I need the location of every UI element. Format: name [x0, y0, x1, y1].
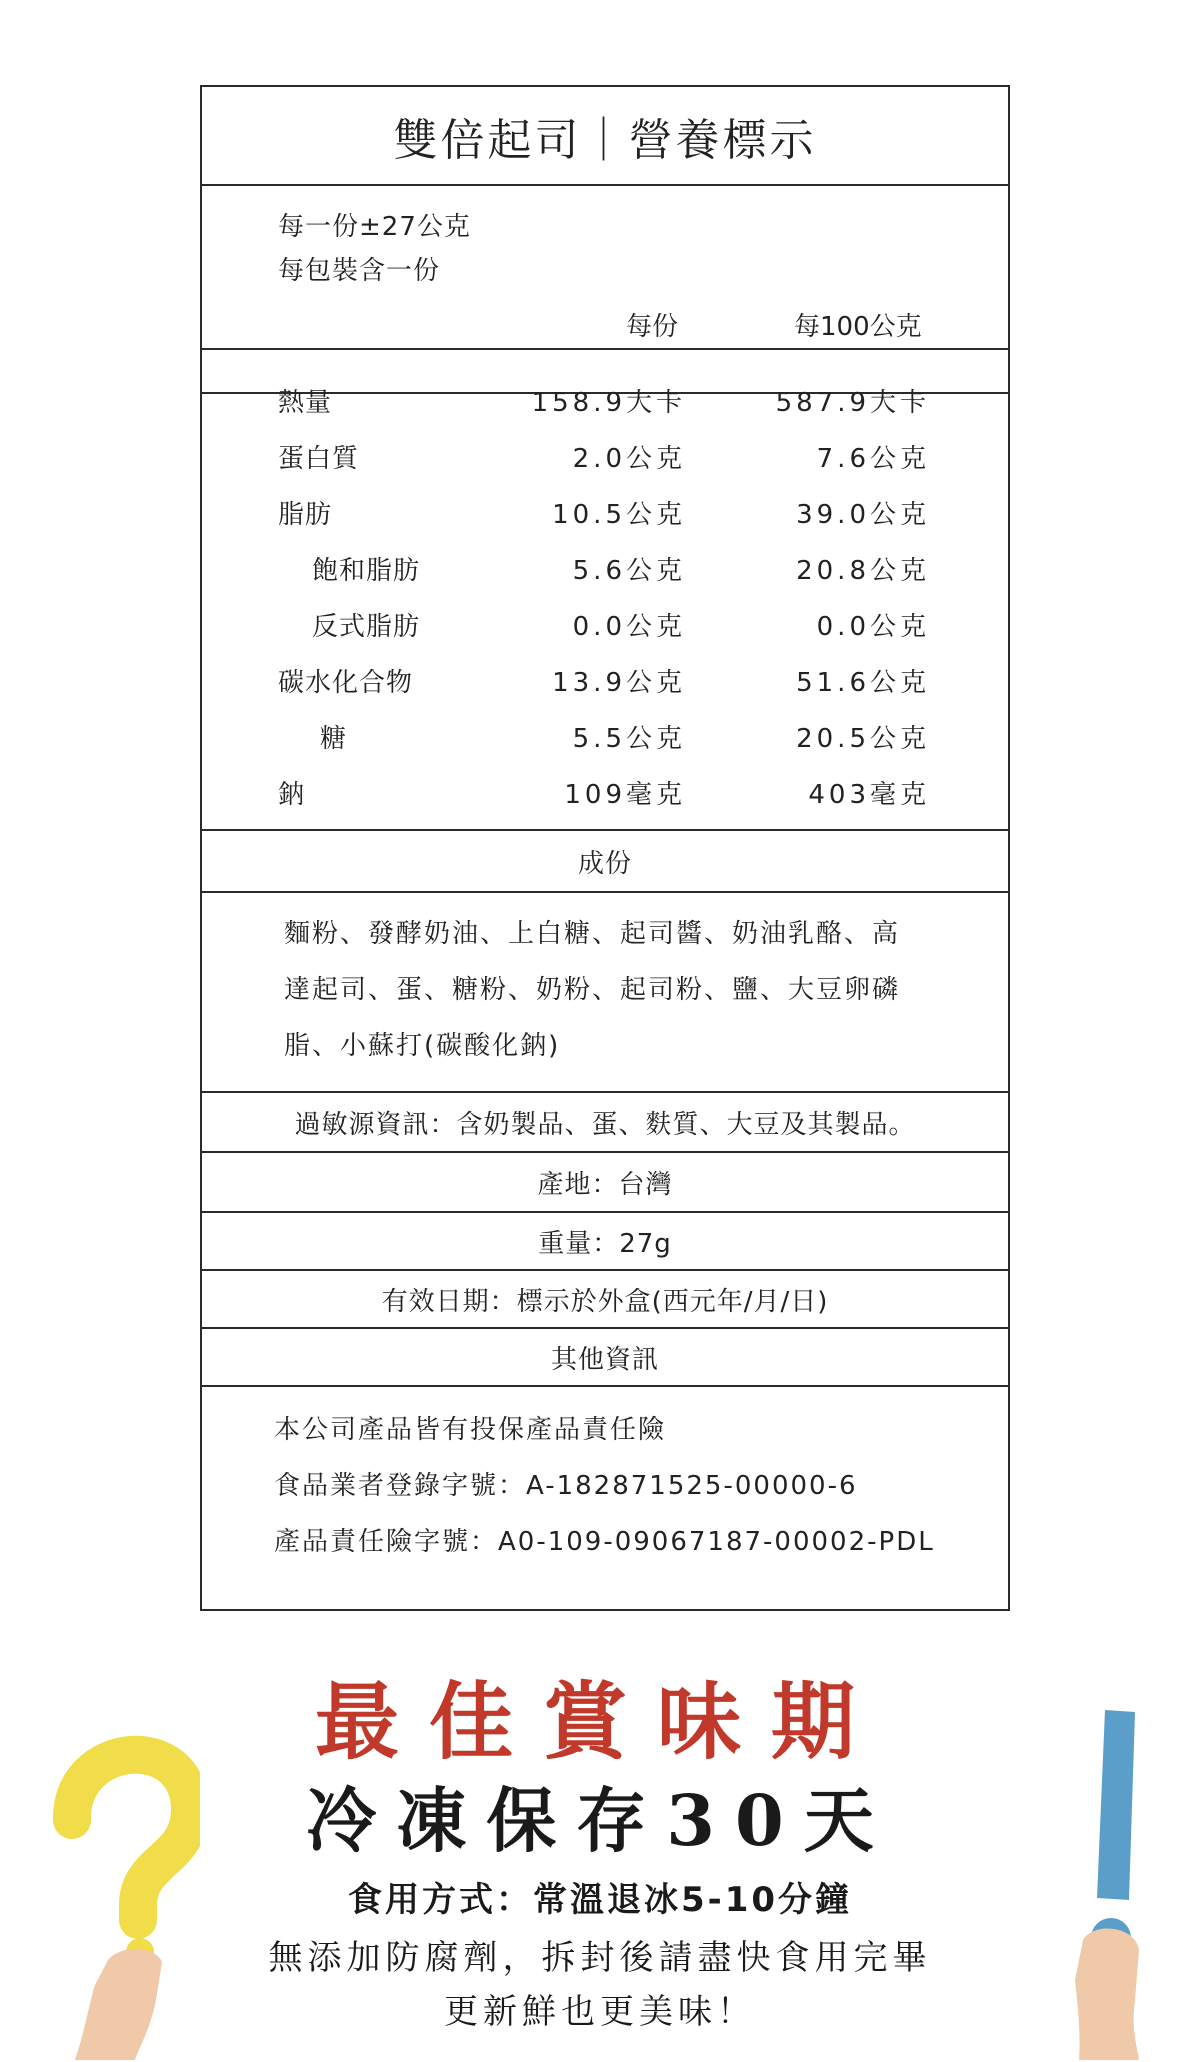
ingredients-line: 達起司、蛋、糖粉、奶粉、起司粉、鹽、大豆卵磷	[284, 975, 901, 1005]
nutrient-name: 鈉	[278, 780, 306, 810]
nutrient-per-100g: 20.5公克	[796, 724, 930, 754]
nutrient-row-saturated-fat	[202, 540, 1008, 596]
col-per-100g: 每100公克	[794, 312, 922, 342]
nutrient-per-100g: 39.0公克	[796, 500, 930, 530]
other-info	[202, 1387, 1008, 1611]
nutrient-row-sugar	[202, 708, 1008, 764]
nutrient-name: 脂肪	[278, 500, 333, 530]
nutrient-table	[202, 348, 1008, 831]
nutrient-per-serving: 10.5公克	[552, 500, 686, 530]
nutrient-name: 糖	[320, 724, 348, 754]
nutrient-name: 蛋白質	[278, 444, 360, 474]
ingredients-line: 脂、小蘇打(碳酸化鈉)	[284, 1031, 561, 1061]
other-info-heading: 其他資訊	[202, 1329, 1008, 1387]
nutrient-per-serving: 109毫克	[564, 780, 686, 810]
nutrient-row-protein	[202, 428, 1008, 484]
other-info-line: 產品責任險字號：A0-109-09067187-00002-PDL	[274, 1527, 935, 1557]
nutrient-per-serving: 2.0公克	[572, 444, 686, 474]
nutrient-name: 飽和脂肪	[312, 556, 421, 586]
other-info-line: 本公司產品皆有投保產品責任險	[274, 1415, 667, 1445]
nutrient-row-trans-fat	[202, 596, 1008, 652]
expiry-info: 有效日期：標示於外盒(西元年/月/日)	[202, 1271, 1008, 1329]
nutrient-row-carbohydrate	[202, 652, 1008, 708]
no-additives-note: 無添加防腐劑，拆封後請盡快食用完畢	[268, 1938, 932, 1978]
nutrient-per-100g: 7.6公克	[816, 444, 930, 474]
allergen-info: 過敏源資訊：含奶製品、蛋、麩質、大豆及其製品。	[202, 1093, 1008, 1153]
column-header	[202, 294, 1008, 350]
ingredients-list	[202, 893, 1008, 1093]
nutrient-per-100g: 0.0公克	[816, 612, 930, 642]
serving-size: 每一份±27公克	[278, 212, 471, 242]
nutrient-name: 碳水化合物	[278, 668, 414, 698]
nutrient-per-serving: 0.0公克	[572, 612, 686, 642]
nutrient-per-serving: 158.9大卡	[531, 388, 686, 418]
nutrient-per-100g: 403毫克	[808, 780, 930, 810]
nutrient-row-sodium	[202, 764, 1008, 820]
nutrient-per-100g: 587.9大卡	[775, 388, 930, 418]
frozen-storage: 冷凍保存30天	[306, 1779, 894, 1862]
usage-instructions: 食用方式：常溫退冰5-10分鐘	[347, 1880, 853, 1920]
origin-info: 產地：台灣	[202, 1153, 1008, 1213]
ingredients-heading: 成份	[202, 831, 1008, 893]
nutrient-per-serving: 13.9公克	[552, 668, 686, 698]
nutrient-per-serving: 5.6公克	[572, 556, 686, 586]
fresher-note: 更新鮮也更美味！	[444, 1992, 756, 2032]
label-title: 雙倍起司｜營養標示	[202, 87, 1008, 186]
nutrient-name: 熱量	[278, 388, 333, 418]
col-per-serving: 每份	[626, 312, 679, 342]
nutrient-row-fat	[202, 484, 1008, 540]
nutrition-label	[200, 85, 1010, 1611]
ingredients-line: 麵粉、發酵奶油、上白糖、起司醬、奶油乳酪、高	[284, 919, 901, 949]
nutrient-per-100g: 20.8公克	[796, 556, 930, 586]
nutrient-name: 反式脂肪	[312, 612, 421, 642]
other-info-line: 食品業者登錄字號：A-182871525-00000-6	[274, 1471, 858, 1501]
weight-info: 重量：27g	[202, 1213, 1008, 1271]
servings-per-pack: 每包裝含一份	[278, 256, 441, 286]
nutrient-row-energy	[202, 372, 1008, 428]
exclamation-mark-hand-icon	[1035, 1700, 1165, 2060]
question-mark-hand-icon	[50, 1700, 200, 2060]
nutrient-per-serving: 5.5公克	[572, 724, 686, 754]
best-before-heading: 最佳賞味期	[314, 1672, 885, 1771]
nutrient-per-100g: 51.6公克	[796, 668, 930, 698]
